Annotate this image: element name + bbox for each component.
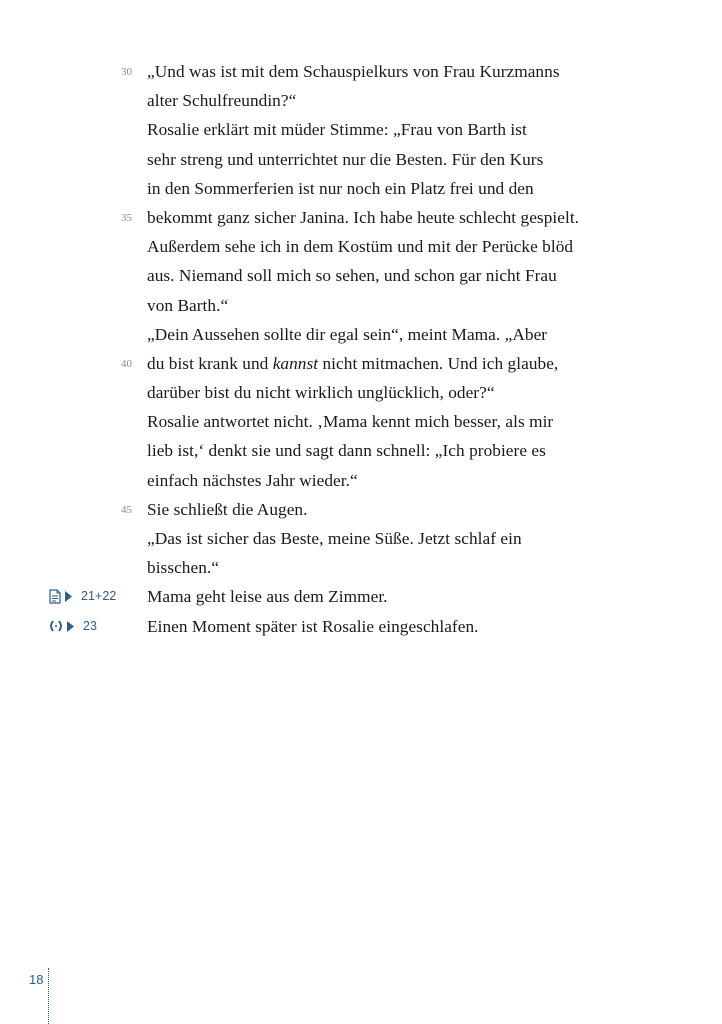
text-line <box>147 145 707 174</box>
line-number: 30 <box>121 66 133 78</box>
text-line <box>83 612 707 641</box>
text-line <box>121 495 707 524</box>
line-text: alter Schulfreundin?“ <box>147 91 297 111</box>
line-text: Rosalie erklärt mit müder Stimme: „Frau von Barth ist <box>147 120 527 140</box>
reference-number: 23 <box>83 618 98 633</box>
line-text: „Und was ist mit dem Schauspielkurs von Frau Kurzmanns <box>147 62 560 81</box>
text-line <box>147 436 707 465</box>
line-text: „Dein Aussehen sollte dir egal sein“, meint Mama. „Aber <box>147 324 548 344</box>
text-line <box>147 86 707 115</box>
play-arrow-icon <box>65 591 72 602</box>
line-text: von Barth.“ <box>147 295 229 315</box>
text-line <box>147 553 707 582</box>
text-line <box>147 320 707 349</box>
text-line <box>147 407 707 436</box>
text-line <box>147 378 707 407</box>
audio-track-icon <box>48 619 64 633</box>
line-text: einfach nächstes Jahr wieder.“ <box>147 470 358 490</box>
text-line <box>147 174 707 203</box>
text-line <box>147 261 707 290</box>
line-text: Außerdem sehe ich in dem Kostüm und mit der Perücke blöd <box>147 237 574 257</box>
text-line <box>147 115 707 144</box>
line-text: nicht mitmachen. Und ich glaube, <box>318 353 559 373</box>
margin-reference <box>48 612 97 641</box>
line-number: 35 <box>121 211 133 224</box>
line-text: „Das ist sicher das Beste, meine Süße. Jetzt schlaf ein <box>147 529 522 548</box>
line-text: lieb ist,‘ denkt sie und sagt dann schnell: „Ich probiere es <box>147 441 546 461</box>
margin-reference <box>48 582 116 611</box>
text-line <box>147 291 707 320</box>
line-text: sehr streng und unterrichtet nur die Besten. Für den Kurs <box>147 149 544 169</box>
text-line <box>121 349 707 378</box>
line-text: aus. Niemand soll mich so sehen, und schon gar nicht Frau <box>147 266 557 286</box>
text-line <box>121 203 707 232</box>
text-line <box>121 57 707 86</box>
page-margin-rule <box>48 968 49 1024</box>
document-exercise-icon <box>48 589 62 604</box>
line-text: Einen Moment später ist Rosalie eingeschlafen. <box>147 616 479 636</box>
emphasized-word: kannst <box>272 353 319 373</box>
line-text: bisschen.“ <box>147 558 220 578</box>
text-line <box>147 524 707 553</box>
line-text: Rosalie antwortet nicht. ‚Mama kennt mich besser, als mir <box>147 412 554 432</box>
line-text: du bist krank und <box>147 353 273 373</box>
text-line <box>81 582 707 611</box>
line-text: darüber bist du nicht wirklich unglücklich, oder?“ <box>147 383 495 403</box>
page-number: 18 <box>29 972 44 987</box>
line-number: 45 <box>121 503 133 516</box>
line-number: 40 <box>121 357 133 370</box>
line-text: Mama geht leise aus dem Zimmer. <box>147 587 388 607</box>
line-text: in den Sommerferien ist nur noch ein Platz frei und den <box>147 178 534 198</box>
line-text: Sie schließt die Augen. <box>147 499 308 519</box>
reference-number: 21+22 <box>81 589 117 604</box>
story-text <box>81 57 707 641</box>
play-arrow-icon <box>67 621 74 632</box>
text-line <box>147 232 707 261</box>
line-text: bekommt ganz sicher Janina. Ich habe heute schlecht gespielt. <box>147 207 580 227</box>
text-line <box>147 466 707 495</box>
